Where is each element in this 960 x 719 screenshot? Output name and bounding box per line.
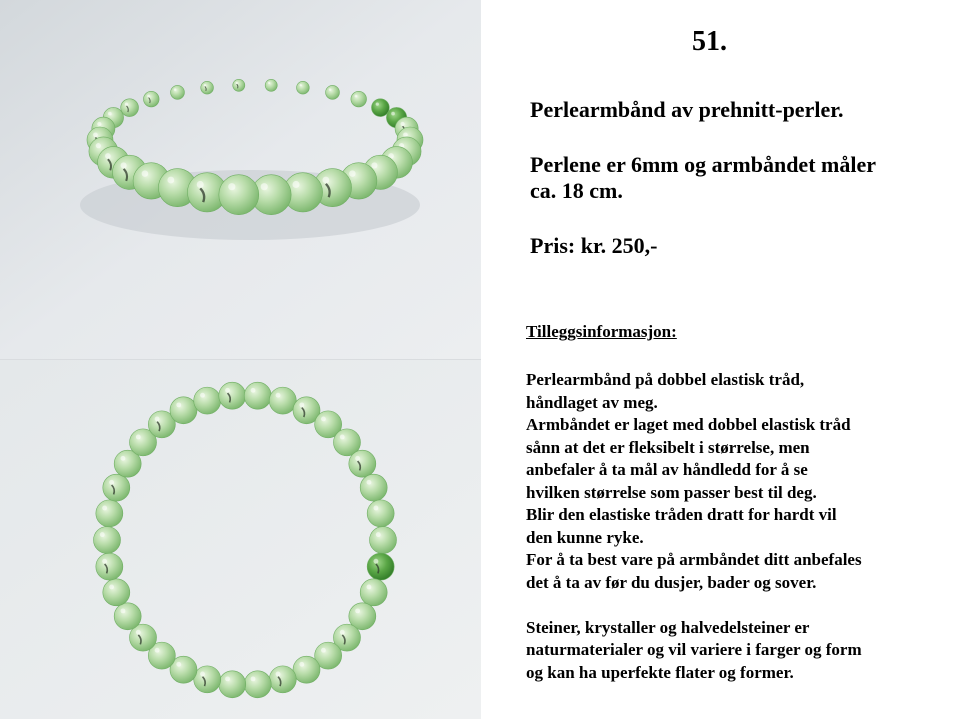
bead-highlight <box>340 435 345 440</box>
bead-highlight <box>109 480 114 485</box>
bead-highlight <box>292 181 299 188</box>
bead-highlight <box>109 585 114 590</box>
bead <box>349 450 376 477</box>
bead-highlight <box>299 402 304 407</box>
bead-highlight <box>340 630 345 635</box>
bead-highlight <box>228 183 235 190</box>
info-line: Perlearmbånd på dobbel elastisk tråd, <box>526 370 805 389</box>
bead-highlight <box>102 506 107 511</box>
bead-highlight <box>142 170 149 177</box>
product-title: Perlearmbånd av prehnitt-perler. <box>530 97 844 122</box>
info-body <box>526 369 946 684</box>
bead-highlight <box>371 162 377 168</box>
bead <box>367 553 394 580</box>
bead <box>265 79 277 91</box>
bead-highlight <box>373 559 378 564</box>
bead <box>297 81 310 94</box>
bead-highlight <box>376 103 379 106</box>
bead-highlight <box>174 88 176 90</box>
bead <box>103 579 130 606</box>
bead-highlight <box>225 388 230 393</box>
bead <box>103 474 130 501</box>
bead <box>372 99 390 117</box>
bead <box>143 91 159 107</box>
info-line: Blir den elastiske tråden dratt for hardt vil <box>526 505 837 524</box>
bead <box>201 81 214 94</box>
bead-highlight <box>121 608 126 613</box>
bead-highlight <box>376 532 381 537</box>
bead-highlight <box>276 672 281 677</box>
bead <box>351 91 367 107</box>
bead-highlight <box>121 456 126 461</box>
bead-highlight <box>322 177 329 184</box>
info-line: naturmaterialer og vil variere i farger og form <box>526 640 862 659</box>
bead <box>114 603 141 630</box>
bead <box>370 527 397 554</box>
bead-highlight <box>349 170 356 177</box>
bead-highlight <box>355 456 360 461</box>
bead-highlight <box>261 183 268 190</box>
bead-highlight <box>96 143 101 148</box>
bead <box>96 553 123 580</box>
info-line: For å ta best vare på armbåndet ditt anbefales <box>526 550 862 569</box>
bead <box>94 527 121 554</box>
bead-highlight <box>276 393 281 398</box>
bead-highlight <box>373 506 378 511</box>
size-line: ca. 18 cm. <box>530 178 623 203</box>
paragraph-gap <box>526 594 946 617</box>
bead-highlight <box>329 88 331 90</box>
bead-highlight <box>121 162 127 168</box>
info-line: anbefaler å ta mål av håndledd for å se <box>526 460 808 479</box>
product-number: 51. <box>692 26 727 57</box>
bead-highlight <box>176 662 181 667</box>
bead-highlight <box>367 480 372 485</box>
info-line: håndlaget av meg. <box>526 392 658 412</box>
bead-highlight <box>321 648 326 653</box>
bead-highlight <box>204 84 206 86</box>
info-line: Armbåndet er laget med dobbel elastisk tråd <box>526 415 851 434</box>
bead-highlight <box>268 82 270 84</box>
bead-highlight <box>225 676 230 681</box>
bead <box>269 666 296 693</box>
bead <box>326 85 340 99</box>
bead <box>360 474 387 501</box>
bead <box>244 671 271 698</box>
bead <box>269 387 296 414</box>
bead-highlight <box>167 177 174 184</box>
bead-highlight <box>251 676 256 681</box>
bead-highlight <box>403 132 408 137</box>
bead <box>171 85 185 99</box>
bead-highlight <box>200 393 205 398</box>
bead <box>219 382 246 409</box>
bead-highlight <box>147 95 150 98</box>
bead <box>194 666 221 693</box>
info-line: det å ta av før du dusjer, bader og sover. <box>526 572 817 592</box>
bracelet-top-image <box>0 360 481 719</box>
bead-highlight <box>100 532 105 537</box>
size-line: Perlene er 6mm og armbåndet måler <box>530 152 876 177</box>
info-line: hvilken størrelse som passer best til deg. <box>526 482 817 502</box>
bead <box>170 397 197 424</box>
bead-highlight <box>97 122 101 126</box>
bead <box>194 387 221 414</box>
bead-highlight <box>236 82 238 84</box>
bead-highlight <box>391 112 395 116</box>
info-heading: Tilleggsinformasjon: <box>526 322 677 341</box>
bead-highlight <box>136 630 141 635</box>
bead <box>219 671 246 698</box>
bracelet-side-photo <box>0 0 481 360</box>
bead <box>233 79 245 91</box>
bead-highlight <box>300 84 302 86</box>
bead-highlight <box>105 153 111 159</box>
bead-highlight <box>200 672 205 677</box>
bead-highlight <box>299 662 304 667</box>
bead-highlight <box>176 402 181 407</box>
bead <box>219 175 259 215</box>
bead-highlight <box>355 95 358 98</box>
bead-highlight <box>355 608 360 613</box>
bead <box>360 579 387 606</box>
bead-highlight <box>136 435 141 440</box>
bead-highlight <box>251 388 256 393</box>
info-line: Steiner, krystaller og halvedelsteiner er <box>526 617 810 637</box>
info-line: den kunne ryke. <box>526 527 644 547</box>
bead-highlight <box>93 132 98 137</box>
info-line: og kan ha uperfekte flater og former. <box>526 662 794 682</box>
bead-highlight <box>155 648 160 653</box>
bead <box>293 656 320 683</box>
product-size-description <box>530 152 950 204</box>
bead-highlight <box>197 181 204 188</box>
bead <box>244 382 271 409</box>
bead-highlight <box>102 559 107 564</box>
bracelet-side-image <box>0 0 481 360</box>
bead-highlight <box>108 112 112 116</box>
bead-highlight <box>155 417 160 422</box>
bead <box>367 500 394 527</box>
bead <box>121 99 139 117</box>
bead-highlight <box>367 585 372 590</box>
product-price: Pris: kr. 250,- <box>530 233 658 258</box>
bead <box>96 500 123 527</box>
info-line: sånn at det er fleksibelt i størrelse, men <box>526 437 810 457</box>
bead-highlight <box>400 122 404 126</box>
bead-highlight <box>321 417 326 422</box>
bead-highlight <box>125 103 128 106</box>
bracelet-top-photo <box>0 360 481 719</box>
